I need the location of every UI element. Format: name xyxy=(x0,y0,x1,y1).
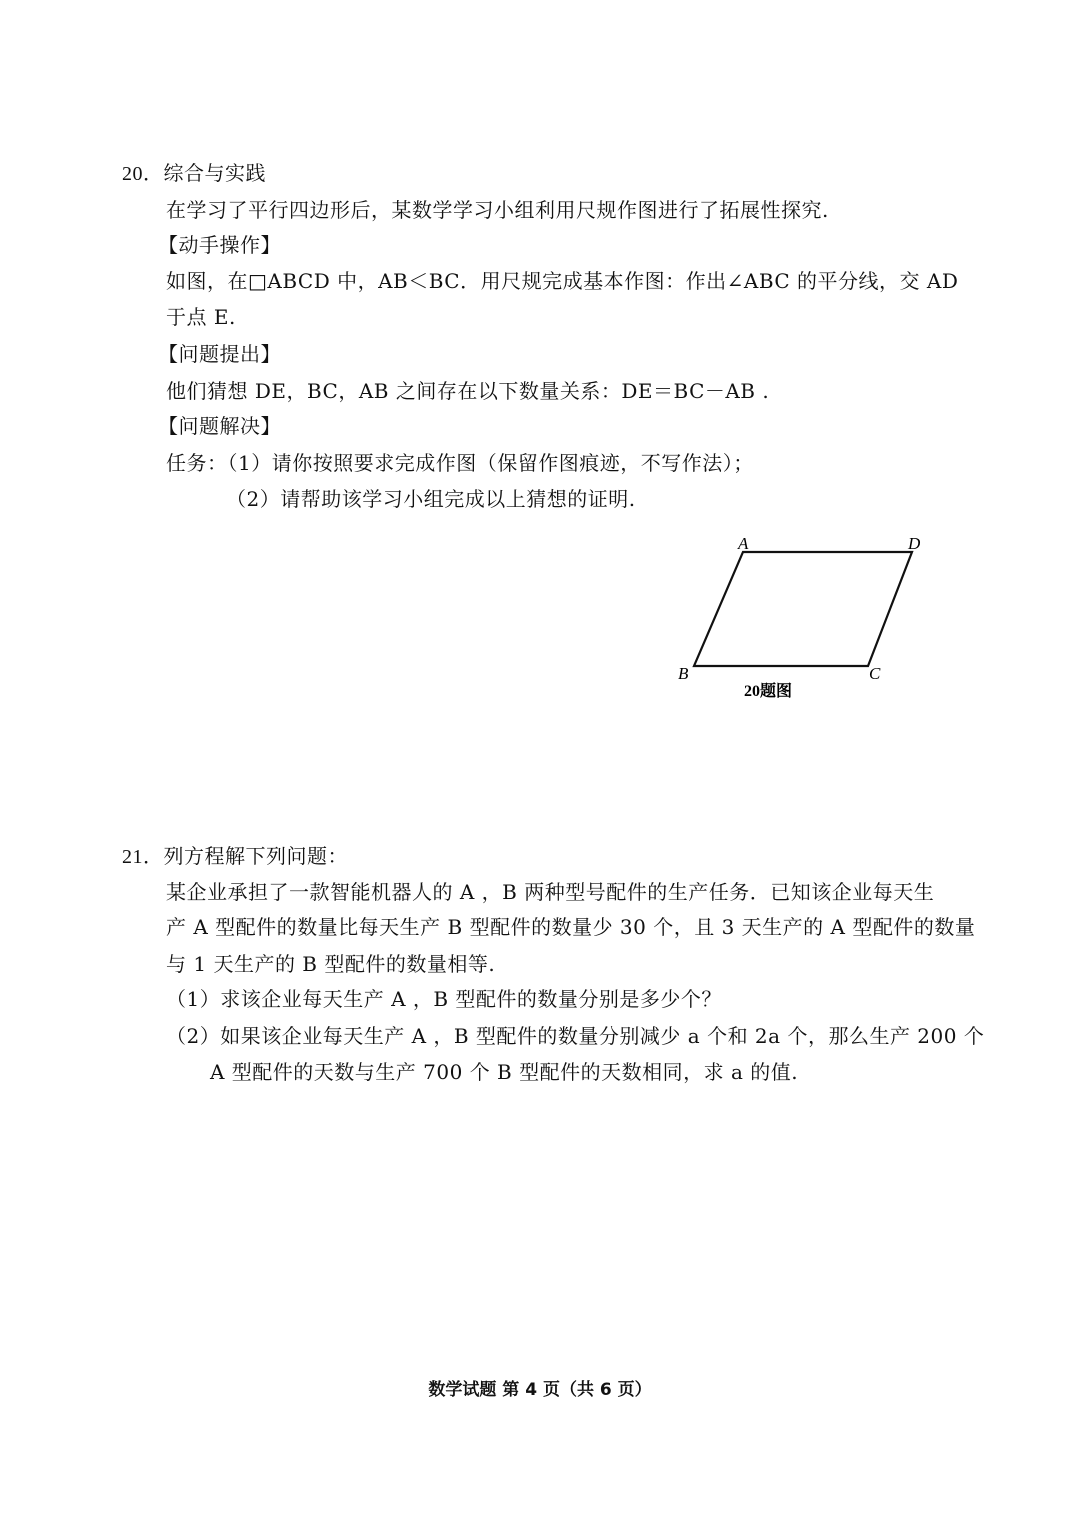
q20-operation-line2: 于点 E. xyxy=(166,305,236,329)
q20-number: 20． xyxy=(122,163,164,185)
q21-stem-line3: 与 1 天生产的 B 型配件的数量相等. xyxy=(166,952,496,976)
q20-task1: 任务：（1）请你按照要求完成作图（保留作图痕迹，不写作法）； xyxy=(166,451,754,475)
q20-conjecture: 他们猜想 DE，BC，AB 之间存在以下数量关系：DE＝BC－AB . xyxy=(166,379,770,403)
vertex-label-a: A xyxy=(738,534,749,553)
q21-title: 列方程解下列问题： xyxy=(163,844,348,868)
q21-number: 21． xyxy=(122,846,164,868)
page-footer: 数学试题 第 4 页（共 6 页） xyxy=(428,1380,652,1400)
q20-section-question: 【问题提出】 xyxy=(158,342,281,366)
vertex-label-b: B xyxy=(678,664,689,683)
q20-intro: 在学习了平行四边形后，某数学学习小组利用尺规作图进行了拓展性探究. xyxy=(166,198,829,222)
vertex-label-d: D xyxy=(908,534,921,553)
q21-stem-line1: 某企业承担了一款智能机器人的 A ，B 两种型号配件的生产任务．已知该企业每天生 xyxy=(166,880,935,904)
parallelogram-abcd xyxy=(694,552,912,666)
figure-caption: 20题图 xyxy=(744,683,793,700)
q21-part1: （1）求该企业每天生产 A ，B 型配件的数量分别是多少个？ xyxy=(166,987,722,1011)
q20-section-operation: 【动手操作】 xyxy=(158,233,281,257)
q21-header xyxy=(122,842,348,871)
q20-section-solve: 【问题解决】 xyxy=(158,414,281,438)
q21-stem-line2: 产 A 型配件的数量比每天生产 B 型配件的数量少 30 个，且 3 天生产的 A 型配件的数量 xyxy=(166,915,976,939)
q21-part2-line1: （2）如果该企业每天生产 A ，B 型配件的数量分别减少 a 个和 2a 个，那么生产 200 个 xyxy=(166,1024,985,1048)
vertex-label-c: C xyxy=(869,664,881,683)
q20-parallelogram-figure xyxy=(660,525,940,715)
q21-part2-line2: A 型配件的天数与生产 700 个 B 型配件的天数相同，求 a 的值. xyxy=(210,1060,799,1084)
q20-task2: （2）请帮助该学习小组完成以上猜想的证明. xyxy=(226,487,636,511)
q20-operation-line1: 如图，在□ABCD 中，AB＜BC．用尺规完成基本作图：作出∠ABC 的平分线，交 AD xyxy=(166,269,959,293)
q20-header xyxy=(122,159,266,188)
q20-title: 综合与实践 xyxy=(163,161,266,185)
